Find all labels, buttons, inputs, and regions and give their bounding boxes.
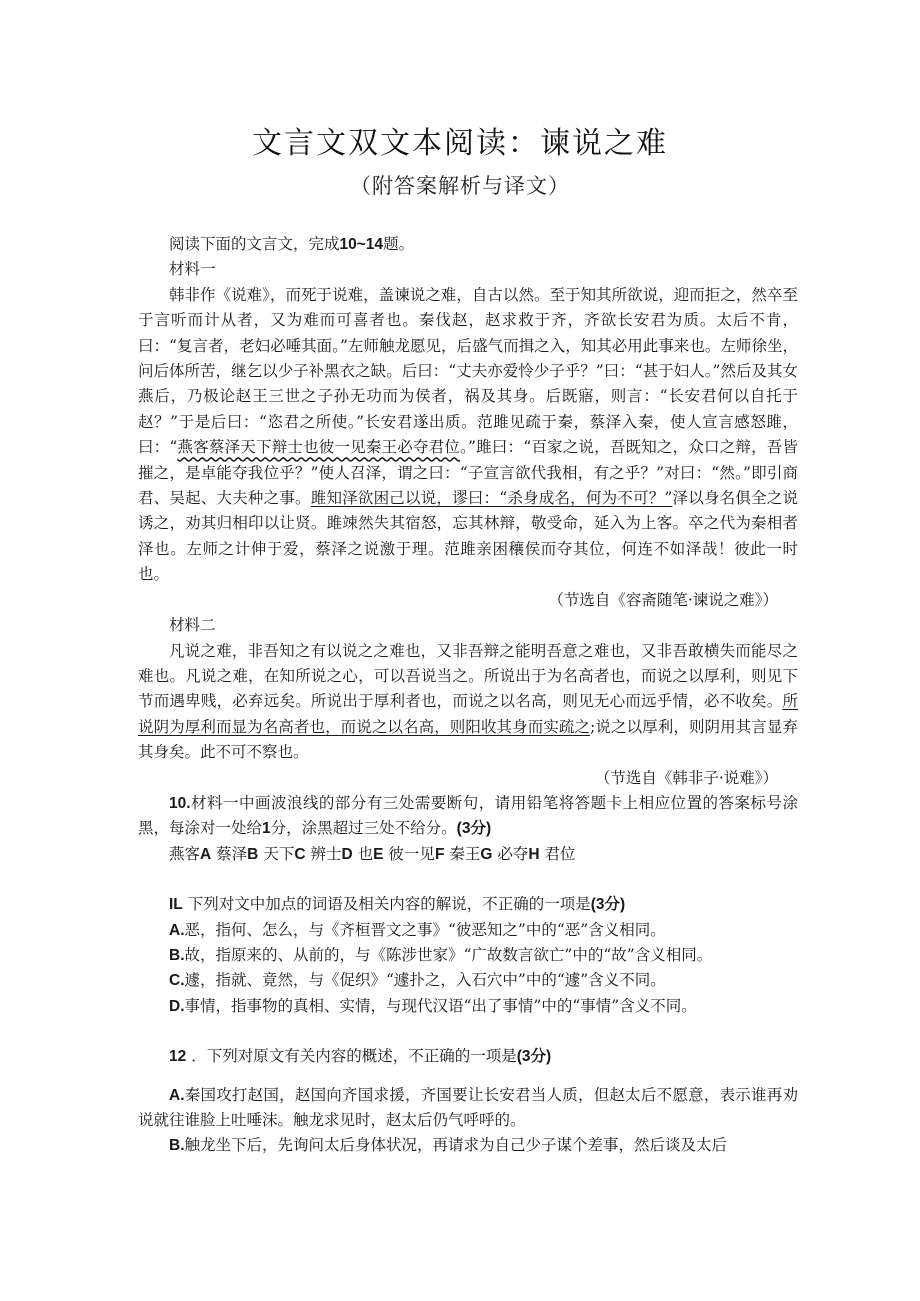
option-text: 事情，指事物的真相、实情，与现代汉语“出了事情”中的“事情”含义不同。 bbox=[184, 996, 697, 1015]
intro-line bbox=[138, 232, 798, 257]
material1-source: （节选自《容斋随笔·谏说之难》） bbox=[548, 590, 778, 609]
q10-mark[interactable]: D bbox=[341, 845, 353, 863]
q11-option-d[interactable] bbox=[138, 994, 798, 1019]
spacer bbox=[138, 867, 798, 892]
option-text: 恶，指何、怎么，与《齐桓晋文之事》“彼恶知之”中的“恶”含义相同。 bbox=[184, 920, 666, 939]
q10-segment: 彼一见 bbox=[388, 844, 435, 863]
material1-label: 材料一 bbox=[169, 260, 216, 279]
q10-segment: 燕客 bbox=[169, 844, 201, 863]
material1-underline-text: 雎知泽欲困己以说，谬曰：“杀身成名，何为不可？” bbox=[310, 489, 673, 508]
q10-segment: 必夺 bbox=[497, 844, 529, 863]
q10-mark[interactable]: F bbox=[434, 845, 445, 863]
spacer bbox=[138, 1019, 798, 1044]
q10-number: 10. bbox=[169, 794, 191, 812]
q10-mark[interactable]: A bbox=[200, 845, 212, 863]
material2-source: （节选自《韩非子·说难》） bbox=[594, 768, 778, 787]
q10-mark[interactable]: E bbox=[373, 845, 384, 863]
option-letter: C. bbox=[169, 972, 185, 990]
q11-text: 下列对文中加点的词语及相关内容的解说，不正确的一项是 bbox=[187, 895, 591, 914]
page-title: 文言文双文本阅读：谏说之难 bbox=[252, 126, 668, 161]
q10-segments bbox=[138, 842, 798, 867]
option-letter: B. bbox=[169, 1137, 185, 1155]
page-subtitle: （附答案解析与译文） bbox=[350, 174, 570, 198]
q11-option-b[interactable] bbox=[138, 943, 798, 968]
option-text: 触龙坐下后，先询问太后身体状况，再请求为自己少子谋个差事，然后谈及太后 bbox=[184, 1136, 728, 1155]
q10-segment: 君位 bbox=[544, 844, 576, 863]
material1-text-c: 泽以身名俱全之说诱之，劝其归相印以让贤。雎竦然失其宿怒，忘其林辩，敬受命，延入为上客。卒之代为秦相者泽也。左师之计伸于爱，蔡泽之说激于理。范雎亲困穰侯而夺其位，何连不如泽哉！彼此一时也。 bbox=[138, 489, 798, 584]
q11-option-c[interactable] bbox=[138, 968, 798, 993]
option-text: 秦国攻打赵国，赵国向齐国求援，齐国要让长安君当人质，但赵太后不愿意，表示谁再劝说就往谁脸上吐唾沫。触龙求见时，赵太后仍气呼呼的。 bbox=[138, 1085, 798, 1129]
q11-option-a[interactable] bbox=[138, 918, 798, 943]
intro-post: 题。 bbox=[383, 235, 415, 253]
question-10 bbox=[138, 791, 798, 842]
option-letter: A. bbox=[169, 921, 185, 939]
option-letter: A. bbox=[169, 1086, 185, 1104]
q10-segment: 辨士 bbox=[310, 844, 342, 863]
q12-points: (3分) bbox=[516, 1048, 552, 1066]
material2-text-a: 凡说之难，非吾知之有以说之之难也，又非吾辩之能明吾意之难也，又非吾敢横失而能尽之难也。凡说之难，在知所说之心，可以吾说当之。所说出于为名高者也，而说之以厚利，则见下节而遇卑贱，必弃远矣。所说出于厚利者也，而说之以名高，则见无心而远乎情，必不收矣。 bbox=[138, 641, 798, 711]
material1-text-b: 。”雎曰：“百家之说，吾既知之，众口之辩，吾皆摧之，是卓能夺我位乎？”使人召泽，谓之曰：“子宣言欲代我相，有之乎？”对曰：“然。”即引商君、吴起、大夫种之事。 bbox=[138, 438, 798, 508]
q10-segment: 也 bbox=[357, 844, 374, 863]
q12-option-a[interactable] bbox=[138, 1083, 798, 1134]
q10-text2: 分，涂黑超过三处不给分。 bbox=[270, 819, 457, 838]
q10-mark[interactable]: G bbox=[480, 845, 493, 863]
q10-segment: 蔡泽 bbox=[216, 844, 248, 863]
q10-score: 1 bbox=[262, 820, 271, 838]
q10-mark[interactable]: B bbox=[247, 845, 259, 863]
q12-number: 12 bbox=[169, 1048, 187, 1066]
q12-option-b[interactable] bbox=[138, 1133, 798, 1158]
material2-label: 材料二 bbox=[169, 616, 216, 635]
question-12 bbox=[138, 1044, 798, 1069]
q10-mark[interactable]: H bbox=[528, 845, 540, 863]
material1-wavy-text: 燕客蔡泽天下辩士也彼一见秦王必夺君位 bbox=[177, 438, 461, 457]
document-body bbox=[138, 232, 798, 1159]
q10-text: 材料一中画波浪线的部分有三处需要断句，请用铅笔将答题卡上相应位置的答案标号涂黑，每涂对一处给 bbox=[138, 793, 798, 838]
option-text: 遽，指就、竟然，与《促织》“遽扑之，入石穴中”中的“遽”含义不同。 bbox=[184, 971, 666, 990]
option-letter: B. bbox=[169, 946, 185, 964]
material2-text-b: ;说之以厚利，则阴用其言显弃其身矣。此不可不察也。 bbox=[138, 717, 798, 762]
q10-segment: 秦王 bbox=[449, 844, 481, 863]
material1-text bbox=[138, 283, 798, 588]
intro-pre: 阅读下面的文言文，完成 bbox=[169, 235, 340, 253]
q11-points: (3分) bbox=[590, 896, 626, 914]
q10-segment: 天下 bbox=[263, 844, 295, 863]
material2-underline-text: 所说阴为厚利而显为名高者也，而说之以名高，则阳收其身而实疏之 bbox=[138, 692, 798, 736]
intro-range: 10~14 bbox=[339, 236, 384, 253]
question-11 bbox=[138, 892, 798, 917]
material1-text-a: 韩非作《说难》，而死于说难，盖谏说之难，自古以然。至于知其所欲说，迎而拒之，然卒至于言听而计从者，又为难而可喜者也。秦伐赵，赵求救于齐，齐欲长安君为质。太后不肯，曰：“复言者，老妇必唾其面。”左师触龙愿见，后盛气而揖之入，知其必用此事来也。左师徐坐，问后体所苦，继乞以少子补黑衣之缺。后曰：“丈夫亦爱怜少子乎？”曰：“甚于妇人。”然后及其女燕后，乃极论赵王三世之子孙无功而为侯者，祸及其身。后既寤，则言：“长安君何以自托于赵？”于是后曰：“恣君之所使。”长安君遂出质。范雎见疏于秦，蔡泽入秦，使人宣言感怒雎，曰：“ bbox=[138, 285, 798, 457]
q11-number: IL bbox=[169, 896, 183, 914]
option-letter: D. bbox=[169, 997, 185, 1015]
material2-text bbox=[138, 639, 798, 766]
q12-text: ．下列对原文有关内容的概述，不正确的一项是 bbox=[191, 1047, 517, 1066]
q10-points: (3分) bbox=[456, 820, 492, 838]
option-text: 故，指原来的、从前的，与《陈涉世家》“广故数言欲亡”中的“故”含义相同。 bbox=[184, 945, 713, 964]
q10-mark[interactable]: C bbox=[294, 845, 306, 863]
spacer bbox=[138, 1070, 798, 1083]
